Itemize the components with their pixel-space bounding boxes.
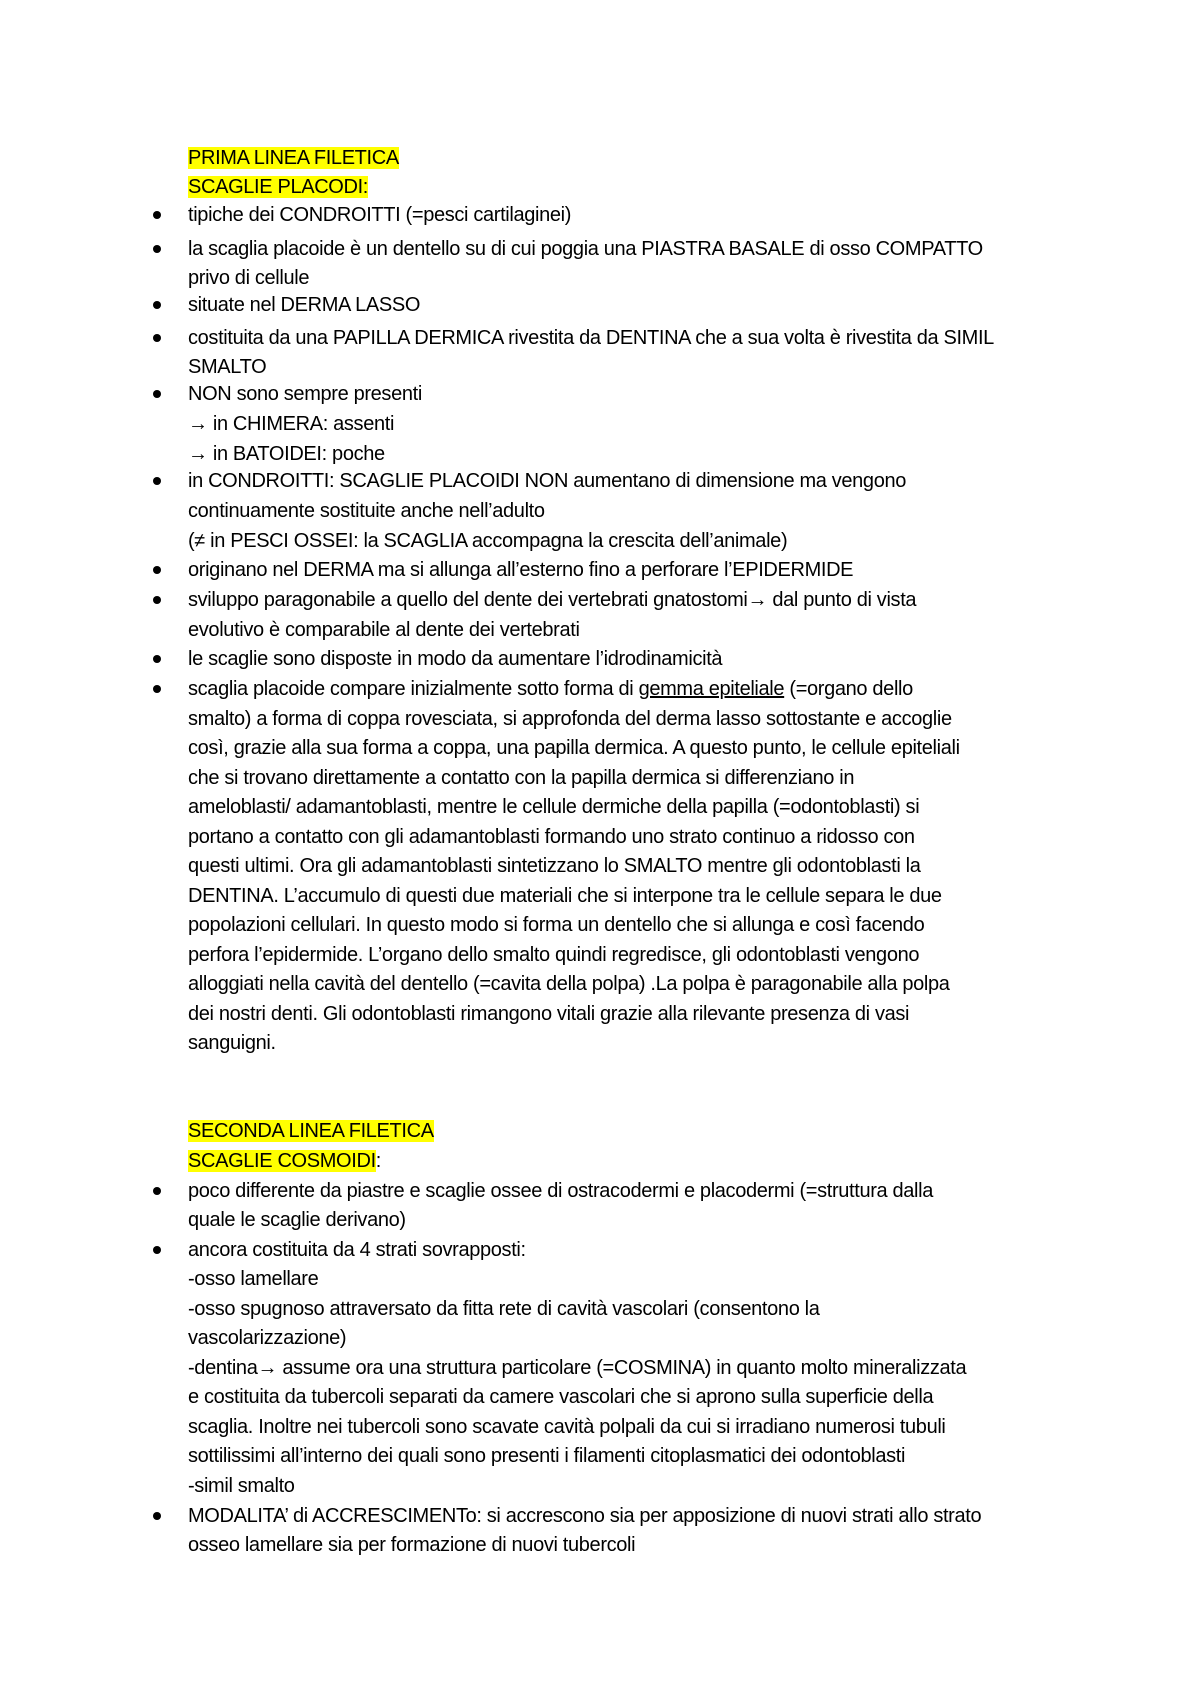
list-item-continuation: scaglia. Inoltre nei tubercoli sono scavate cavità polpali da cui si irradiano numerosi tubuli	[188, 1416, 946, 1438]
list-item-continuation: perfora l’epidermide. L’organo dello smalto quindi regredisce, gli odontoblasti vengono	[188, 944, 920, 966]
list-item-continuation: quale le scaglie derivano)	[188, 1209, 406, 1231]
list-item-continuation: -dentina→ assume ora una struttura particolare (=COSMINA) in quanto molto mineralizzata	[188, 1357, 967, 1379]
list-item: poco differente da piastre e scaglie ossee di ostracodermi e placodermi (=struttura dalla	[188, 1180, 934, 1202]
list-item-text: (=organo dello	[784, 678, 913, 700]
section-heading	[188, 145, 399, 171]
list-item	[188, 676, 913, 702]
section-subheading	[188, 1148, 381, 1174]
list-item-continuation: -osso lamellare	[188, 1268, 319, 1290]
section-heading	[188, 1118, 434, 1144]
list-item: MODALITA’ di ACCRESCIMENTo: si accrescono sia per apposizione di nuovi strati allo strato	[188, 1505, 982, 1527]
list-item-continuation: continuamente sostituite anche nell’adulto	[188, 500, 545, 522]
list-item-continuation: (≠ in PESCI OSSEI: la SCAGLIA accompagna la crescita dell’animale)	[188, 530, 788, 552]
bullet-icon	[153, 301, 161, 309]
bullet-icon	[153, 596, 161, 604]
bullet-icon	[153, 477, 161, 485]
list-item: le scaglie sono disposte in modo da aumentare l’idrodinamicità	[188, 648, 723, 670]
bullet-icon	[153, 1512, 161, 1520]
list-item-continuation: SMALTO	[188, 356, 267, 378]
bullet-icon	[153, 334, 161, 342]
list-item: tipiche dei CONDROITTI (=pesci cartilaginei)	[188, 204, 572, 226]
list-item-continuation: ameloblasti/ adamantoblasti, mentre le cellule dermiche della papilla (=odontoblasti) si	[188, 796, 920, 818]
list-item-continuation: → in CHIMERA: assenti	[188, 413, 395, 435]
section-subheading	[188, 174, 368, 200]
list-item-continuation: e costituita da tubercoli separati da camere vascolari che si aprono sulla superficie della	[188, 1386, 934, 1408]
list-item-continuation: dei nostri denti. Gli odontoblasti rimangono vitali grazie alla rilevante presenza di vasi	[188, 1003, 910, 1025]
list-item-continuation: vascolarizzazione)	[188, 1327, 347, 1349]
list-item-continuation: alloggiati nella cavità del dentello (=cavita della polpa) .La polpa è paragonabile alla polpa	[188, 973, 950, 995]
list-item-continuation: popolazioni cellulari. In questo modo si forma un dentello che si allunga e così facendo	[188, 914, 925, 936]
bullet-icon	[153, 655, 161, 663]
section-heading-text: SECONDA LINEA FILETICA	[188, 1120, 434, 1142]
list-item-continuation: DENTINA. L’accumulo di questi due materiali che si interpone tra le cellule separa le due	[188, 885, 942, 907]
list-item: ancora costituita da 4 strati sovrapposti:	[188, 1239, 526, 1261]
list-item: NON sono sempre presenti	[188, 383, 422, 405]
list-item: la scaglia placoide è un dentello su di cui poggia una PIASTRA BASALE di osso COMPATTO	[188, 238, 983, 260]
list-item-continuation: sanguigni.	[188, 1032, 276, 1054]
list-item-text: scaglia placoide compare inizialmente sotto forma di	[188, 678, 639, 700]
list-item-continuation: così, grazie alla sua forma a coppa, una papilla dermica. A questo punto, le cellule epiteliali	[188, 737, 960, 759]
list-item: sviluppo paragonabile a quello del dente dei vertebrati gnatostomi→ dal punto di vista	[188, 589, 917, 611]
section-subheading-colon: :	[375, 1150, 381, 1172]
list-item-continuation: osseo lamellare sia per formazione di nuovi tubercoli	[188, 1534, 636, 1556]
bullet-icon	[153, 245, 161, 253]
list-item: originano nel DERMA ma si allunga all’esterno fino a perforare l’EPIDERMIDE	[188, 559, 854, 581]
bullet-icon	[153, 390, 161, 398]
section-heading-text: PRIMA LINEA FILETICA	[188, 147, 399, 169]
underlined-term: gemma epiteliale	[638, 678, 785, 700]
section-subheading-text: SCAGLIE PLACODI:	[188, 176, 369, 198]
list-item-continuation: sottilissimi all’interno dei quali sono presenti i filamenti citoplasmatici dei odontoblasti	[188, 1445, 906, 1467]
bullet-icon	[153, 566, 161, 574]
list-item-continuation: smalto) a forma di coppa rovesciata, si approfonda del derma lasso sottostante e accoglie	[188, 708, 952, 730]
list-item-continuation: -osso spugnoso attraversato da fitta rete di cavità vascolari (consentono la	[188, 1298, 820, 1320]
section-subheading-text: SCAGLIE COSMOIDI	[188, 1150, 376, 1172]
bullet-icon	[153, 1246, 161, 1254]
list-item: in CONDROITTI: SCAGLIE PLACOIDI NON aumentano di dimensione ma vengono	[188, 470, 907, 492]
bullet-icon	[153, 1187, 161, 1195]
list-item-continuation: → in BATOIDEI: poche	[188, 443, 385, 465]
list-item-continuation: questi ultimi. Ora gli adamantoblasti sintetizzano lo SMALTO mentre gli odontoblasti la	[188, 855, 921, 877]
list-item-continuation: portano a contatto con gli adamantoblasti formando uno strato continuo a ridosso con	[188, 826, 915, 848]
list-item-continuation: che si trovano direttamente a contatto con la papilla dermica si differenziano in	[188, 767, 855, 789]
list-item-continuation: privo di cellule	[188, 267, 310, 289]
list-item-continuation: evolutivo è comparabile al dente dei vertebrati	[188, 619, 580, 641]
list-item: costituita da una PAPILLA DERMICA rivestita da DENTINA che a sua volta è rivestita da SIMIL	[188, 327, 994, 349]
list-item: situate nel DERMA LASSO	[188, 294, 421, 316]
bullet-icon	[153, 685, 161, 693]
list-item-continuation: -simil smalto	[188, 1475, 295, 1497]
bullet-icon	[153, 211, 161, 219]
